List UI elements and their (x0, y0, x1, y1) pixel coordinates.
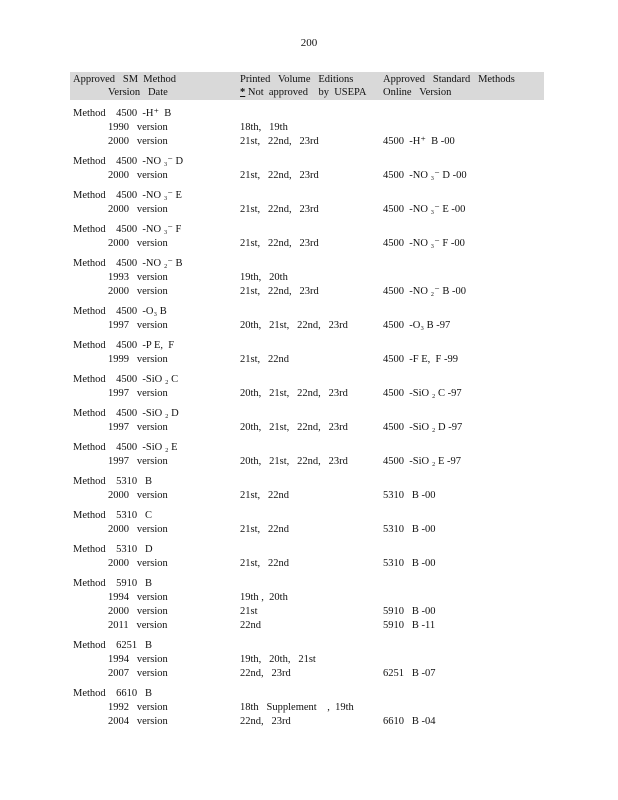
method-group (0, 475, 618, 509)
online-version: 6610 B -04 (383, 716, 436, 727)
method-row (0, 155, 618, 169)
printed-editions: 19th , 20th (240, 592, 288, 603)
method-group (0, 107, 618, 155)
method-row (0, 189, 618, 203)
asterisk-note: * (240, 87, 246, 98)
method-group (0, 441, 618, 475)
method-row (0, 223, 618, 237)
method-row (0, 475, 618, 489)
version-row (0, 421, 618, 435)
method-group (0, 687, 618, 735)
version-date: 2000 version (108, 524, 168, 535)
version-date: 1997 version (108, 388, 168, 399)
version-row (0, 557, 618, 571)
version-date: 1992 version (108, 702, 168, 713)
version-date: 2000 version (108, 490, 168, 501)
method-row (0, 107, 618, 121)
header-col3-line1: Approved Standard Methods (383, 74, 515, 85)
version-date: 2000 version (108, 238, 168, 249)
method-name: Method 6251 B (73, 640, 153, 651)
online-version: 5910 B -00 (383, 606, 436, 617)
version-date: 2000 version (108, 170, 168, 181)
method-group (0, 543, 618, 577)
version-row (0, 319, 618, 333)
online-version: 5310 B -00 (383, 524, 436, 535)
method-row (0, 687, 618, 701)
version-row (0, 591, 618, 605)
version-date: 2000 version (108, 204, 168, 215)
printed-editions: 21st, 22nd, 23rd (240, 238, 319, 249)
header-col1-line1: Approved SM Method (73, 74, 176, 85)
printed-editions: 18th Supplement , 19th (240, 702, 354, 713)
version-row (0, 271, 618, 285)
online-version: 5310 B -00 (383, 558, 436, 569)
printed-editions: 20th, 21st, 22nd, 23rd (240, 422, 348, 433)
online-version: 4500 -NO ₃⁻ E -00 (383, 204, 466, 215)
version-row (0, 353, 618, 367)
version-row (0, 489, 618, 503)
printed-editions: 21st, 22nd, 23rd (240, 204, 319, 215)
table-header (70, 72, 544, 100)
method-group (0, 189, 618, 223)
method-name: Method 5310 C (73, 510, 153, 521)
method-group (0, 373, 618, 407)
version-date: 1997 version (108, 456, 168, 467)
method-group (0, 509, 618, 543)
header-col2-line2-wrap (240, 86, 367, 99)
method-name: Method 4500 -NO ₃⁻ E (73, 190, 182, 201)
online-version: 4500 -O₃ B -97 (383, 320, 451, 331)
method-group (0, 223, 618, 257)
version-row (0, 237, 618, 251)
header-col-online (383, 73, 515, 99)
method-group (0, 577, 618, 639)
version-date: 2000 version (108, 136, 168, 147)
version-row (0, 169, 618, 183)
method-row (0, 373, 618, 387)
printed-editions: 21st, 22nd (240, 524, 290, 535)
online-version: 4500 -SiO ₂ D -97 (383, 422, 463, 433)
printed-editions: 21st, 22nd (240, 490, 290, 501)
printed-editions: 19th, 20th (240, 272, 288, 283)
version-row (0, 203, 618, 217)
printed-editions: 21st, 22nd, 23rd (240, 136, 319, 147)
header-col2-line1: Printed Volume Editions (240, 74, 354, 85)
method-row (0, 509, 618, 523)
version-row (0, 455, 618, 469)
method-name: Method 4500 -SiO ₂ E (73, 442, 178, 453)
printed-editions: 21st, 22nd (240, 558, 290, 569)
method-group (0, 257, 618, 305)
method-name: Method 5910 B (73, 578, 153, 589)
printed-editions: 21st, 22nd, 23rd (240, 286, 319, 297)
methods-table (0, 107, 618, 735)
method-row (0, 305, 618, 319)
online-version: 4500 -NO ₂⁻ B -00 (383, 286, 466, 297)
version-row (0, 701, 618, 715)
printed-editions: 20th, 21st, 22nd, 23rd (240, 320, 348, 331)
version-date: 1997 version (108, 320, 168, 331)
method-group (0, 639, 618, 687)
version-date: 2004 version (108, 716, 168, 727)
printed-editions: 22nd (240, 620, 261, 631)
method-name: Method 4500 -O₃ B (73, 306, 167, 317)
version-row (0, 653, 618, 667)
method-name: Method 4500 -SiO ₂ D (73, 408, 179, 419)
online-version: 5910 B -11 (383, 620, 436, 631)
version-date: 1997 version (108, 422, 168, 433)
version-row (0, 667, 618, 681)
method-group (0, 407, 618, 441)
online-version: 5310 B -00 (383, 490, 436, 501)
version-row (0, 619, 618, 633)
printed-editions: 21st (240, 606, 258, 617)
method-row (0, 339, 618, 353)
method-name: Method 4500 -SiO ₂ C (73, 374, 179, 385)
method-name: Method 5310 D (73, 544, 153, 555)
method-name: Method 4500 -NO ₃⁻ F (73, 224, 182, 235)
printed-editions: 22nd, 23rd (240, 716, 291, 727)
header-col2-line2: Not approved by USEPA (245, 87, 367, 98)
online-version: 4500 -SiO ₂ C -97 (383, 388, 462, 399)
header-col-sm-method (73, 73, 176, 99)
method-group (0, 339, 618, 373)
version-date: 1990 version (108, 122, 168, 133)
online-version: 6251 B -07 (383, 668, 436, 679)
method-name: Method 5310 B (73, 476, 153, 487)
method-row (0, 441, 618, 455)
printed-editions: 20th, 21st, 22nd, 23rd (240, 388, 348, 399)
method-group (0, 305, 618, 339)
printed-editions: 22nd, 23rd (240, 668, 291, 679)
version-date: 1993 version (108, 272, 168, 283)
method-name: Method 4500 -NO ₂⁻ B (73, 258, 183, 269)
version-date: 1994 version (108, 592, 168, 603)
printed-editions: 21st, 22nd (240, 354, 290, 365)
header-col1-line2: Version Date (108, 87, 168, 98)
method-row (0, 257, 618, 271)
printed-editions: 21st, 22nd, 23rd (240, 170, 319, 181)
online-version: 4500 -NO ₃⁻ F -00 (383, 238, 465, 249)
version-date: 2000 version (108, 286, 168, 297)
printed-editions: 20th, 21st, 22nd, 23rd (240, 456, 348, 467)
version-date: 2000 version (108, 606, 168, 617)
version-row (0, 285, 618, 299)
printed-editions: 18th, 19th (240, 122, 288, 133)
version-date: 1999 version (108, 354, 168, 365)
online-version: 4500 -NO ₃⁻ D -00 (383, 170, 467, 181)
method-name: Method 4500 -H⁺ B (73, 108, 172, 119)
method-row (0, 407, 618, 421)
printed-editions: 19th, 20th, 21st (240, 654, 316, 665)
method-name: Method 4500 -P E, F (73, 340, 175, 351)
version-date: 2000 version (108, 558, 168, 569)
header-col3-line2: Online Version (383, 87, 452, 98)
version-row (0, 523, 618, 537)
version-row (0, 715, 618, 729)
method-row (0, 577, 618, 591)
version-date: 2011 version (108, 620, 168, 631)
method-row (0, 543, 618, 557)
version-row (0, 387, 618, 401)
method-name: Method 6610 B (73, 688, 153, 699)
method-name: Method 4500 -NO ₃⁻ D (73, 156, 184, 167)
version-date: 1994 version (108, 654, 168, 665)
version-date: 2007 version (108, 668, 168, 679)
online-version: 4500 -H⁺ B -00 (383, 136, 455, 147)
online-version: 4500 -F E, F -99 (383, 354, 458, 365)
version-row (0, 121, 618, 135)
version-row (0, 605, 618, 619)
method-group (0, 155, 618, 189)
method-row (0, 639, 618, 653)
online-version: 4500 -SiO ₂ E -97 (383, 456, 462, 467)
version-row (0, 135, 618, 149)
page-number: 200 (300, 37, 318, 49)
header-col-editions (240, 73, 367, 99)
